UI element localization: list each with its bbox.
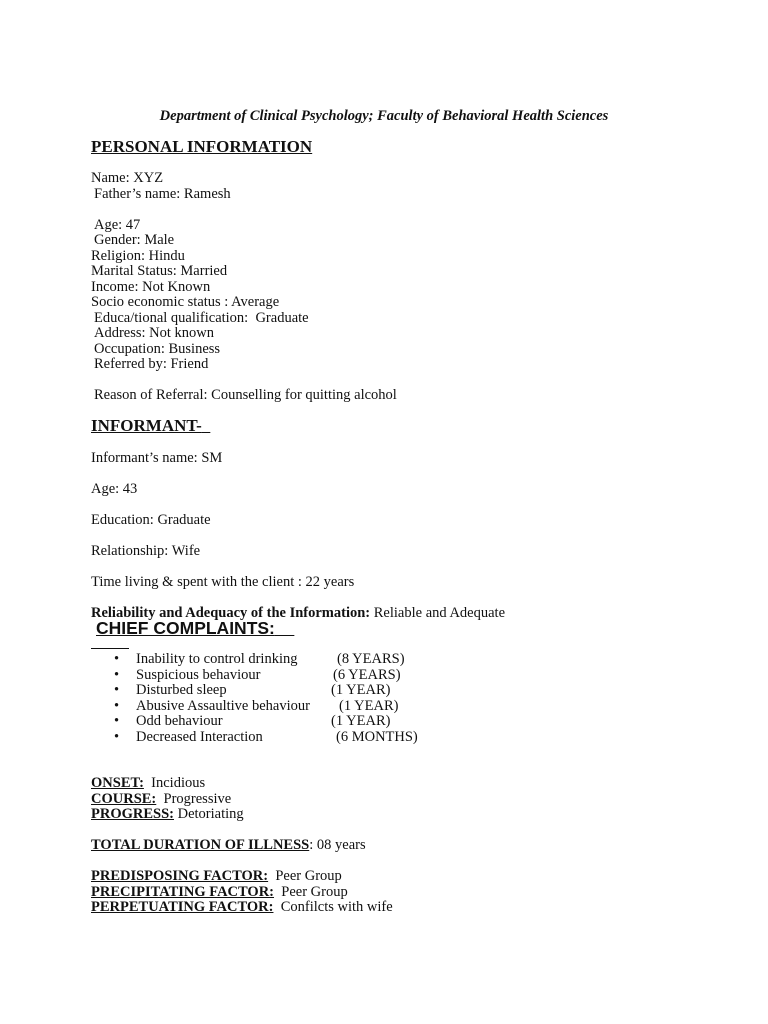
personal-information-heading: PERSONAL INFORMATION (91, 137, 313, 156)
informant-heading: INFORMANT- (91, 416, 202, 435)
complaint-duration: (1 YEAR) (339, 697, 399, 714)
reason-of-referral-line: Reason of Referral: Counselling for quitting alcohol (94, 387, 397, 403)
education-line: Educa/tional qualification: Graduate (94, 310, 309, 326)
bullet-icon: • (114, 682, 120, 698)
age-line: Age: 47 (94, 217, 141, 233)
complaint-duration: (1 YEAR) (331, 713, 391, 729)
onset-line: ONSET: Incidious (91, 775, 206, 791)
informant-education-line: Education: Graduate (91, 512, 211, 528)
bullet-icon: • (114, 728, 120, 745)
bullet-icon: • (114, 697, 120, 714)
reliability-label: Reliability and Adequacy of the Information: (91, 605, 371, 621)
reliability-value: Reliable and Adequate (370, 605, 506, 621)
predisposing-factor-line: PREDISPOSING FACTOR: Peer Group (91, 868, 342, 884)
heading-underline (91, 648, 129, 649)
department-header: Department of Clinical Psychology; Faculty of Behavioral Health Sciences (159, 108, 609, 124)
complaint-text: Abusive Assaultive behaviour (136, 697, 310, 714)
religion-line: Religion: Hindu (91, 248, 185, 264)
informant-age-line: Age: 43 (91, 481, 138, 497)
complaint-text: Disturbed sleep (136, 682, 227, 698)
progress-line: PROGRESS: Detoriating (91, 806, 244, 822)
perpetuating-factor-line: PERPETUATING FACTOR: Confilcts with wife (91, 899, 393, 915)
complaint-text: Suspicious behaviour (136, 666, 261, 683)
referred-by-line: Referred by: Friend (94, 356, 209, 372)
complaint-duration: (6 YEARS) (333, 666, 401, 683)
occupation-line: Occupation: Business (94, 341, 221, 357)
bullet-icon: • (114, 651, 120, 667)
address-line: Address: Not known (94, 325, 215, 341)
time-living-line: Time living & spent with the client : 22 years (91, 574, 355, 590)
course-line: COURSE: Progressive (91, 791, 232, 807)
total-duration-line: TOTAL DURATION OF ILLNESS: 08 years (91, 837, 366, 853)
precipitating-factor-line: PRECIPITATING FACTOR: Peer Group (91, 884, 348, 900)
father-name-line: Father’s name: Ramesh (94, 186, 231, 202)
bullet-icon: • (114, 666, 120, 683)
informant-name-line: Informant’s name: SM (91, 450, 223, 466)
socio-economic-line: Socio economic status : Average (91, 294, 280, 310)
gender-line: Gender: Male (94, 232, 175, 248)
chief-complaints-heading: CHIEF COMPLAINTS: (96, 618, 275, 638)
name-line: Name: XYZ (91, 170, 164, 186)
informant-relationship-line: Relationship: Wife (91, 543, 201, 559)
complaint-duration: (6 MONTHS) (336, 728, 418, 745)
complaint-duration: (8 YEARS) (337, 651, 405, 667)
income-line: Income: Not Known (91, 279, 211, 295)
complaint-text: Inability to control drinking (136, 651, 298, 667)
complaint-text: Decreased Interaction (136, 728, 263, 745)
complaint-text: Odd behaviour (136, 713, 223, 729)
marital-status-line: Marital Status: Married (91, 263, 228, 279)
bullet-icon: • (114, 713, 120, 729)
complaint-duration: (1 YEAR) (331, 682, 391, 698)
